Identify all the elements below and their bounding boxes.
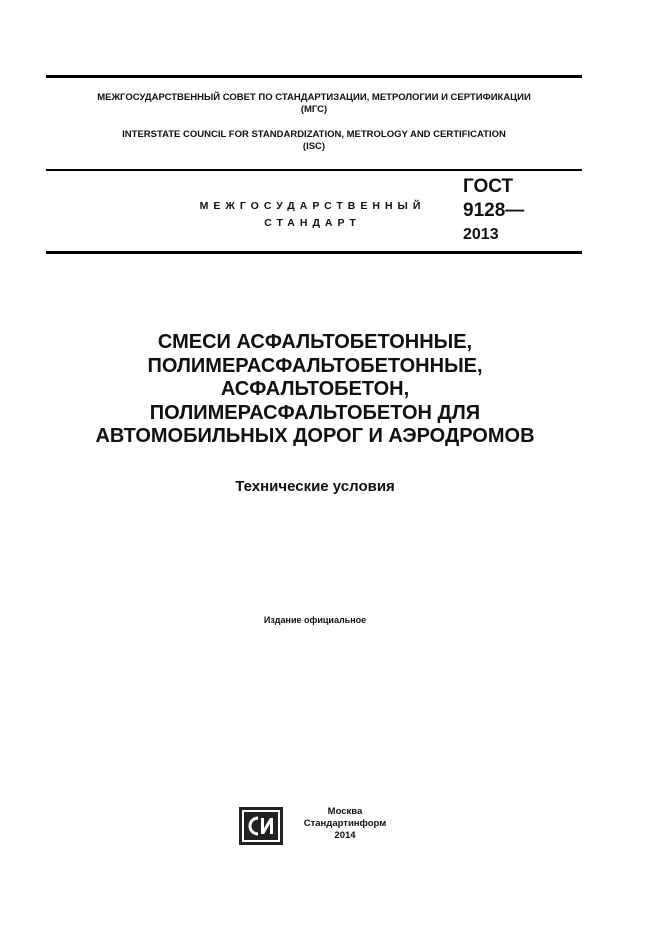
gost-label: ГОСТ: [463, 176, 514, 197]
council-en: [46, 129, 582, 153]
title-line: ПОЛИМЕРАСФАЛЬТОБЕТОН ДЛЯ: [149, 401, 481, 424]
top-rule: [46, 75, 582, 78]
bottom-rule: [46, 251, 582, 254]
publisher-year: 2014: [334, 830, 356, 841]
document-subtitle: Технические условия: [235, 478, 395, 495]
middle-rule: [46, 169, 582, 171]
council-en-abbr: (ISC): [302, 141, 326, 152]
gost-designation: [463, 175, 524, 247]
title-line: ПОЛИМЕРАСФАЛЬТОБЕТОННЫЕ,: [147, 354, 483, 377]
title-line: АВТОМОБИЛЬНЫХ ДОРОГ И АЭРОДРОМОВ: [95, 425, 535, 447]
council-ru: [46, 92, 582, 116]
document-title: [40, 331, 590, 449]
gost-number: 9128—: [463, 200, 525, 221]
publisher-name: Стандартинформ: [303, 818, 387, 829]
standartinform-logo-icon: [239, 807, 283, 845]
standard-type-line1: МЕЖГОСУДАРСТВЕННЫЙ: [199, 200, 426, 212]
title-line: СМЕСИ АСФАЛЬТОБЕТОННЫЕ,: [157, 331, 473, 353]
title-line: АСФАЛЬТОБЕТОН,: [220, 378, 410, 400]
publisher-block: [290, 806, 400, 842]
council-ru-name: МЕЖГОСУДАРСТВЕННЫЙ СОВЕТ ПО СТАНДАРТИЗАЦИИ, МЕТРОЛОГИИ И СЕРТИФИКАЦИИ: [97, 92, 531, 103]
council-ru-abbr: (МГС): [300, 104, 328, 115]
gost-year: 2013: [463, 226, 499, 243]
council-en-name: INTERSTATE COUNCIL FOR STANDARDIZATION, METROLOGY AND CERTIFICATION: [122, 129, 506, 140]
standard-type-line2: СТАНДАРТ: [264, 217, 361, 229]
edition-note: Издание официальное: [263, 615, 367, 625]
publisher-city: Москва: [327, 806, 363, 817]
